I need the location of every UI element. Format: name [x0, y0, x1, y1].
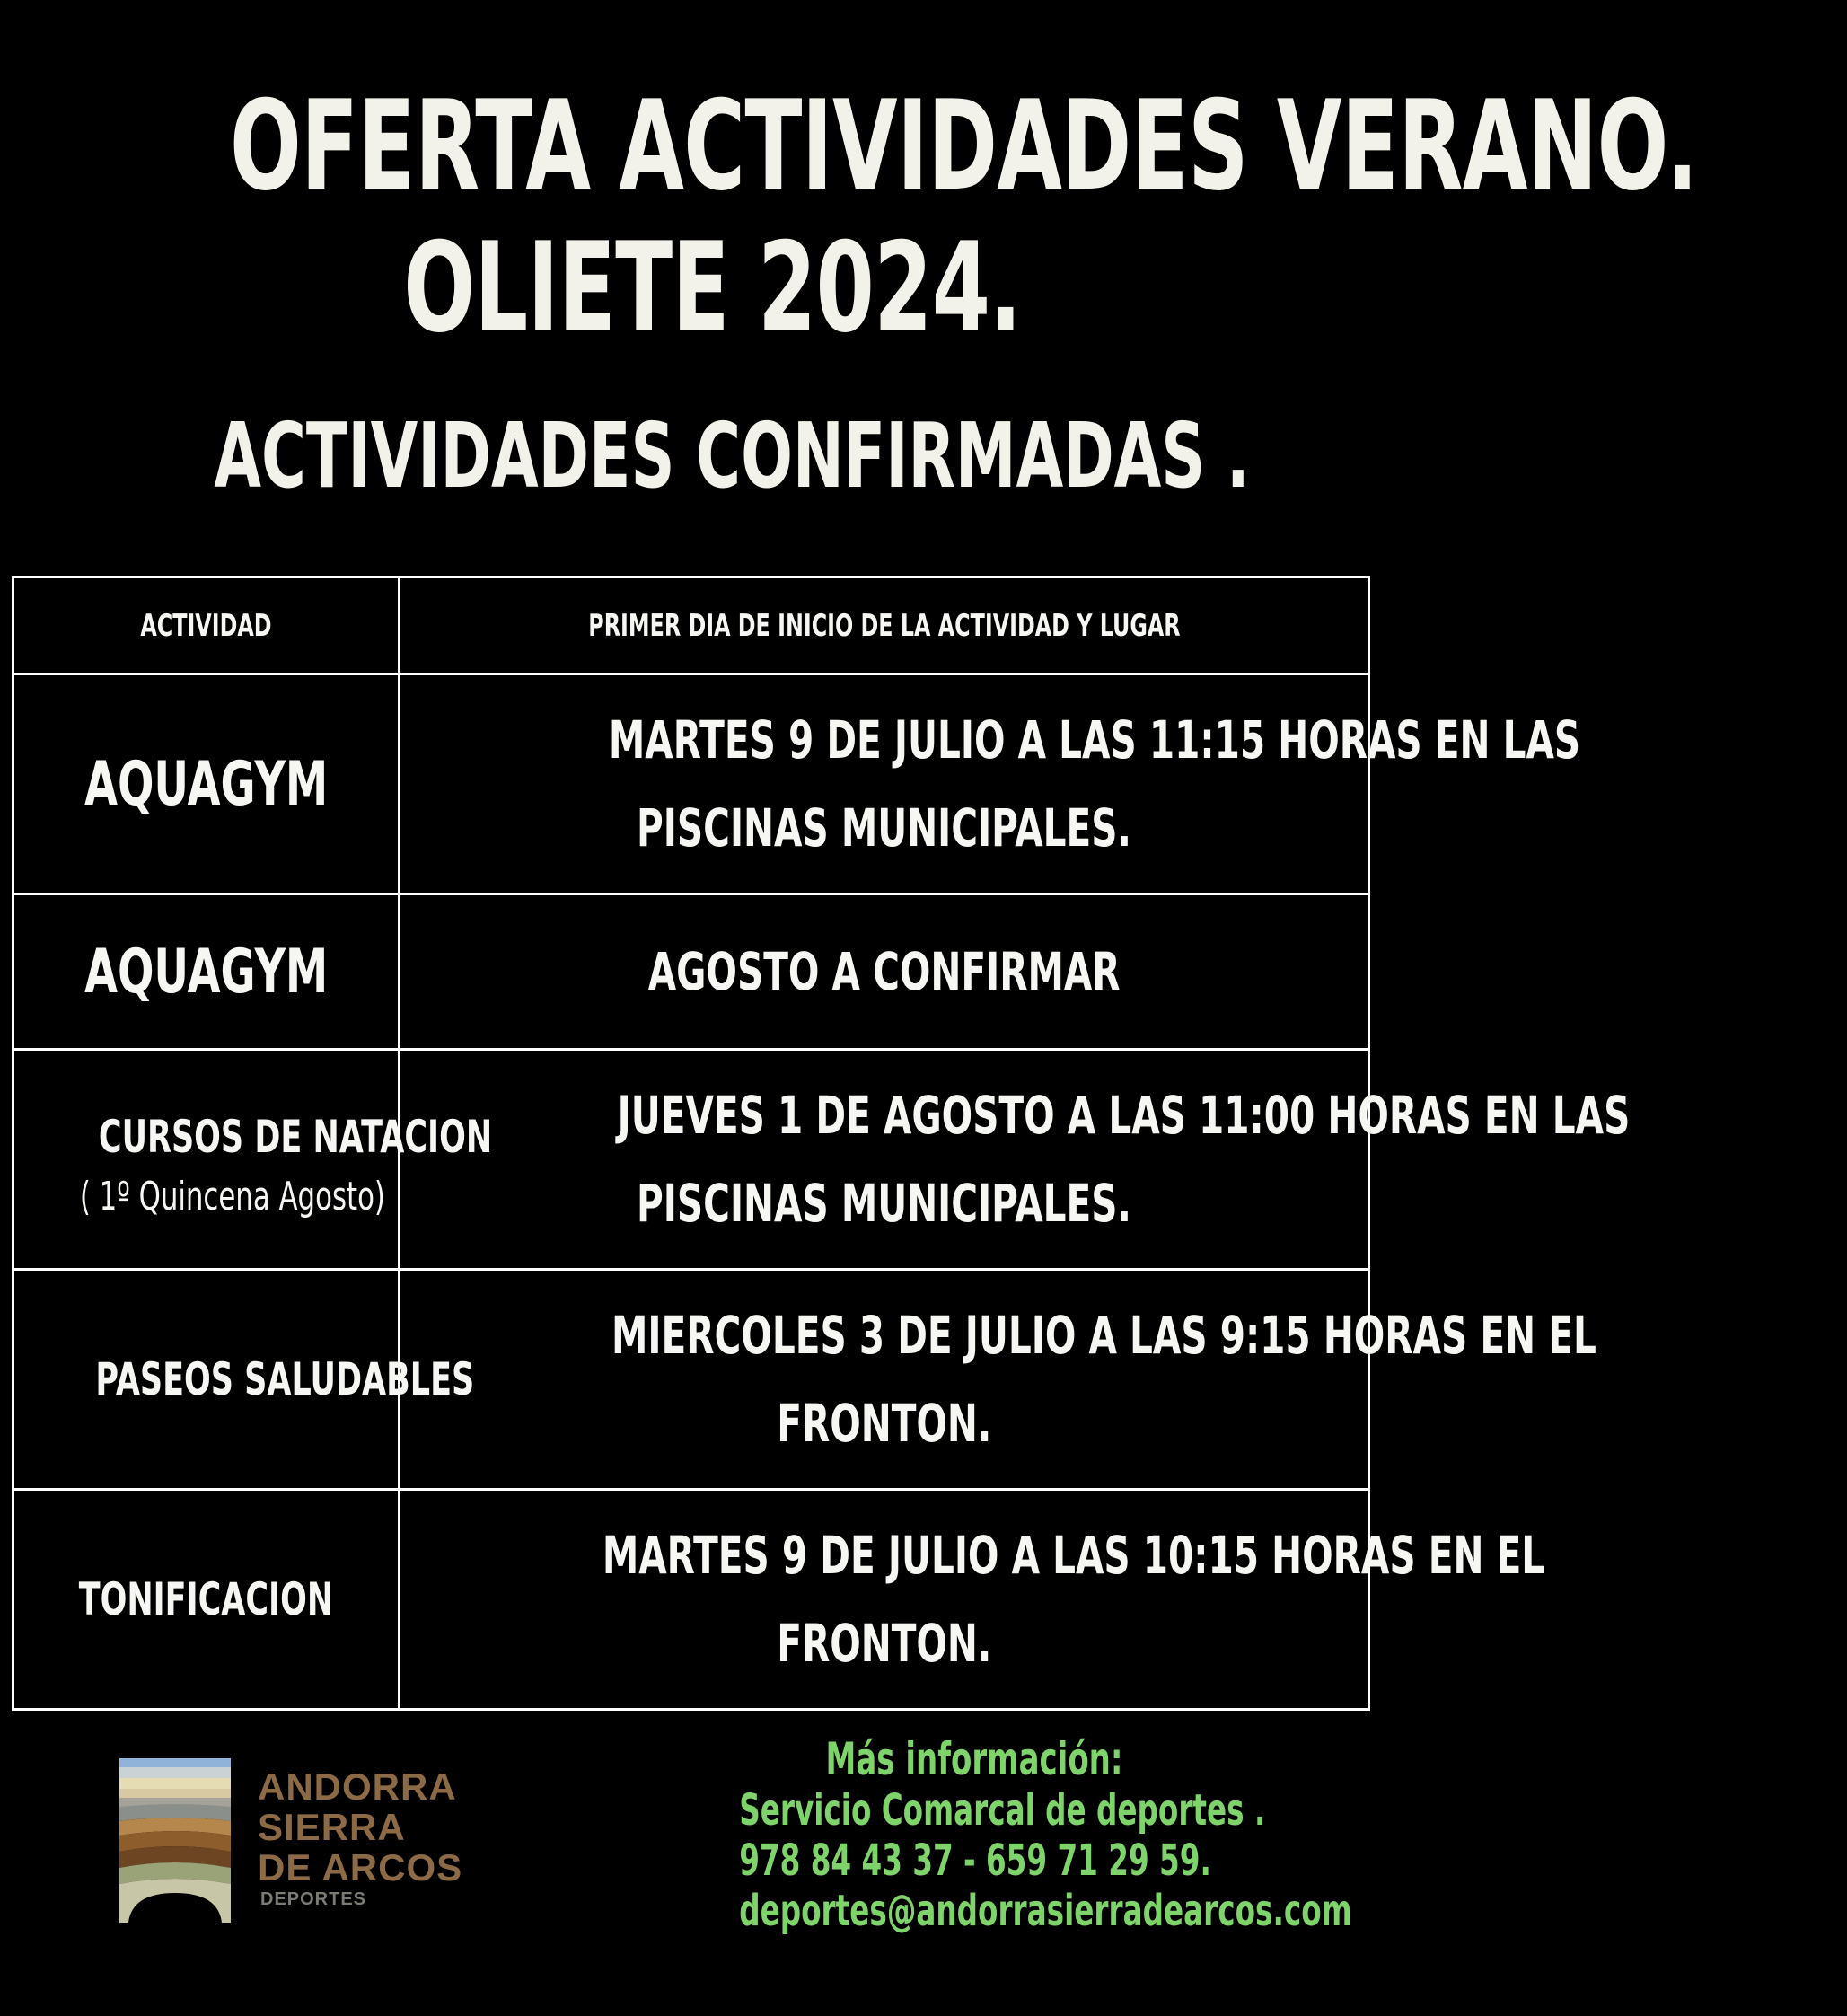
contact-service: Servicio Comarcal de deportes . — [739, 1785, 1266, 1836]
date-cell: AGOSTO A CONFIRMAR — [400, 894, 1369, 1050]
activity-cell: AQUAGYM — [13, 894, 400, 1050]
activity-cell: AQUAGYM — [13, 674, 400, 894]
logo-wordmark — [258, 1766, 462, 1911]
logo-line-sierra: SIERRA — [258, 1806, 406, 1848]
table-header-row — [13, 577, 1369, 674]
table-row — [13, 894, 1369, 1050]
table-row — [13, 1270, 1369, 1490]
logo-line-de-arcos: DE ARCOS — [258, 1846, 463, 1888]
table-row — [13, 1490, 1369, 1710]
contact-title: Más información: — [825, 1733, 1123, 1785]
activity-cell: CURSOS DE NATACION ( 1º Quincena Agosto) — [13, 1050, 400, 1270]
date-cell: MARTES 9 DE JULIO A LAS 11:15 HORAS EN LAS PISCINAS MUNICIPALES. — [400, 674, 1369, 894]
date-cell: JUEVES 1 DE AGOSTO A LAS 11:00 HORAS EN LAS PISCINAS MUNICIPALES. — [400, 1050, 1369, 1270]
header-activity: ACTIVIDAD — [13, 577, 400, 674]
activities-table — [12, 576, 1631, 1711]
activity-cell: TONIFICACION — [13, 1490, 400, 1710]
contact-email[interactable]: deportes@andorrasierradearcos.com — [739, 1886, 1352, 1936]
date-cell: MIERCOLES 3 DE JULIO A LAS 9:15 HORAS EN EL FRONTON. — [400, 1270, 1369, 1490]
logo-line-deportes: DEPORTES — [260, 1889, 367, 1909]
andorra-sierra-de-arcos-logo-icon — [119, 1758, 231, 1923]
page-title-line1: OFERTA ACTIVIDADES VERANO. — [230, 74, 1698, 218]
logo-line-andorra: ANDORRA — [258, 1765, 457, 1808]
table-row — [13, 1050, 1369, 1270]
date-cell: MARTES 9 DE JULIO A LAS 10:15 HORAS EN EL FRONTON. — [400, 1490, 1369, 1710]
contact-info — [629, 1733, 1352, 1936]
table-row — [13, 674, 1369, 894]
activity-cell: PASEOS SALUDABLES — [13, 1270, 400, 1490]
header-start-date: PRIMER DIA DE INICIO DE LA ACTIVIDAD Y LUGAR — [400, 577, 1369, 674]
page-subtitle: ACTIVIDADES CONFIRMADAS . — [214, 403, 1250, 508]
page-title-line2: OLIETE 2024. — [403, 216, 1022, 360]
contact-phones: 978 84 43 37 - 659 71 29 59. — [739, 1836, 1211, 1886]
